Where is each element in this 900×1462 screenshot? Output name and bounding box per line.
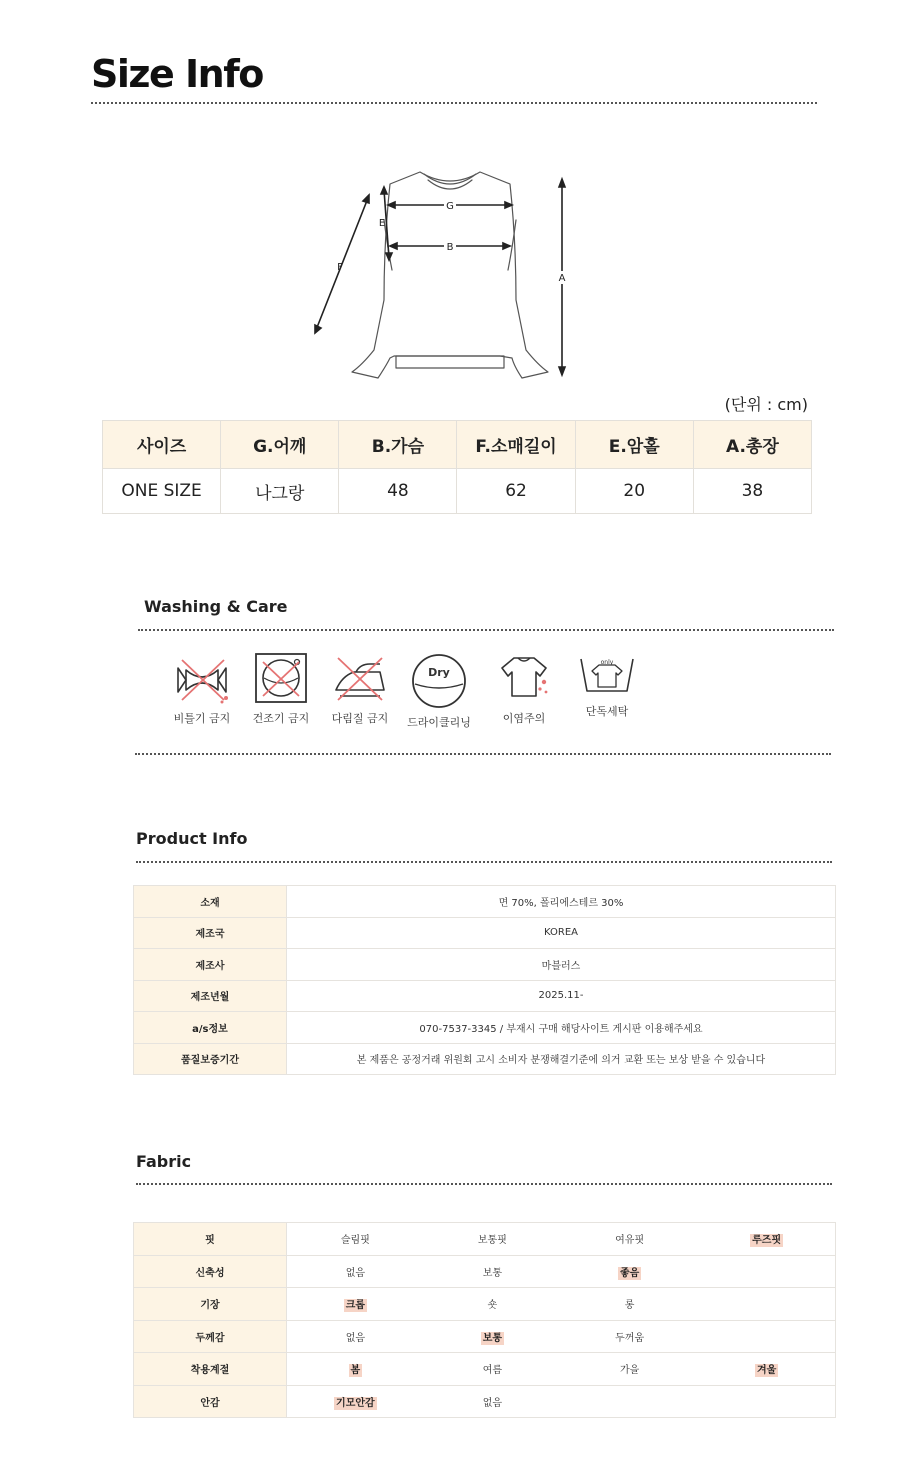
fabric-option: 두꺼움	[615, 1332, 645, 1344]
info-value: 마블러스	[287, 949, 836, 981]
fabric-key: 안감	[134, 1385, 287, 1418]
header-chest: B.가슴	[339, 421, 457, 469]
table-row	[134, 917, 836, 949]
table-row	[134, 1385, 836, 1418]
label-e: E	[378, 218, 386, 229]
product-info-divider	[136, 861, 832, 863]
size-table-row	[103, 469, 812, 514]
cell-shoulder: 나그랑	[221, 469, 339, 514]
fabric-table	[133, 1222, 836, 1418]
size-table	[102, 420, 812, 514]
care-label: 건조기 금지	[252, 712, 310, 725]
fabric-title: Fabric	[136, 1152, 192, 1171]
care-item-no-iron	[320, 652, 400, 726]
care-item-no-tumble-dry	[241, 652, 321, 726]
fabric-option: 보통	[482, 1332, 503, 1344]
table-row	[134, 1255, 836, 1288]
product-info-table	[133, 885, 836, 1075]
fabric-option: 겨울	[756, 1365, 777, 1377]
washing-divider-top	[138, 629, 834, 631]
fabric-option: 없음	[345, 1267, 366, 1279]
info-value: 면 70%, 폴리에스테르 30%	[287, 886, 836, 918]
unit-label: (단위 : cm)	[724, 395, 808, 414]
page-title: Size Info	[91, 52, 263, 96]
care-item-dry-clean	[399, 652, 479, 730]
table-row	[134, 1012, 836, 1044]
cell-length: 38	[693, 469, 811, 514]
table-row	[134, 949, 836, 981]
info-key: 소재	[134, 886, 287, 918]
washing-divider-bottom	[135, 753, 831, 755]
table-row	[134, 886, 836, 918]
wash-separately-icon	[577, 655, 637, 697]
fabric-option: 보통핏	[477, 1235, 507, 1247]
size-table-header-row	[103, 421, 812, 469]
fabric-option: 봄	[350, 1365, 361, 1377]
cell-sleeve: 62	[457, 469, 575, 514]
table-row	[134, 1223, 836, 1256]
fabric-divider	[136, 1183, 832, 1185]
cell-size: ONE SIZE	[103, 469, 221, 514]
info-key: 품질보증기간	[134, 1043, 287, 1075]
no-wring-icon	[172, 652, 232, 704]
fabric-option: 여유핏	[615, 1235, 645, 1247]
dry-clean-icon-text: Dry	[428, 666, 450, 679]
fabric-key: 신축성	[134, 1255, 287, 1288]
fabric-option: 좋음	[619, 1267, 640, 1279]
table-row	[134, 1288, 836, 1321]
fabric-option: 기모안감	[336, 1397, 375, 1409]
table-row	[134, 1320, 836, 1353]
label-f: F	[337, 262, 343, 273]
care-label: 단독세탁	[585, 705, 629, 718]
fabric-key: 핏	[134, 1223, 287, 1256]
care-item-wash-separately	[567, 655, 647, 719]
info-value: 070-7537-3345 / 부재시 구매 해당사이트 게시판 이용해주세요	[287, 1012, 836, 1044]
fabric-key: 두께감	[134, 1320, 287, 1353]
table-row	[134, 1043, 836, 1075]
label-b: B	[446, 242, 454, 253]
info-key: 제조년월	[134, 980, 287, 1012]
table-row	[134, 980, 836, 1012]
fabric-option: 없음	[482, 1397, 503, 1409]
info-key: 제조사	[134, 949, 287, 981]
fabric-option: 보통	[482, 1267, 503, 1279]
care-label: 드라이클리닝	[407, 716, 471, 729]
fabric-option: 롱	[624, 1300, 635, 1312]
color-bleed-icon	[494, 652, 554, 704]
info-key: a/s정보	[134, 1012, 287, 1044]
header-shoulder: G.어깨	[221, 421, 339, 469]
care-label: 다림질 금지	[331, 712, 389, 725]
fabric-key: 기장	[134, 1288, 287, 1321]
care-label: 이염주의	[502, 712, 546, 725]
fabric-key: 착용계절	[134, 1353, 287, 1386]
label-a: A	[558, 273, 566, 284]
wash-icon-text: only	[600, 659, 614, 666]
info-value: KOREA	[287, 917, 836, 949]
header-sleeve: F.소매길이	[457, 421, 575, 469]
header-size: 사이즈	[103, 421, 221, 469]
cell-chest: 48	[339, 469, 457, 514]
no-tumble-dry-icon	[251, 652, 311, 704]
fabric-option: 가을	[619, 1365, 640, 1377]
fabric-option: 루즈핏	[752, 1235, 782, 1247]
fabric-option: 크롭	[345, 1300, 366, 1312]
washing-title: Washing & Care	[144, 597, 288, 616]
info-value: 본 제품은 공정거래 위원회 고시 소비자 분쟁해결기준에 의거 교환 또는 보상 받을 수 있습니다	[287, 1043, 836, 1075]
sweatshirt-diagram	[300, 160, 600, 390]
fabric-option: 슬림핏	[340, 1235, 370, 1247]
fabric-option: 없음	[345, 1332, 366, 1344]
fabric-option: 여름	[482, 1365, 503, 1377]
table-row	[134, 1353, 836, 1386]
no-iron-icon	[330, 652, 390, 704]
care-item-no-wring	[162, 652, 242, 726]
care-label: 비틀기 금지	[173, 712, 231, 725]
label-g: G	[446, 201, 454, 212]
info-value: 2025.11-	[287, 980, 836, 1012]
product-info-title: Product Info	[136, 829, 248, 848]
cell-armhole: 20	[575, 469, 693, 514]
fabric-option: 숏	[487, 1300, 498, 1312]
title-divider	[91, 102, 817, 104]
dry-clean-icon	[409, 652, 469, 708]
header-length: A.총장	[693, 421, 811, 469]
care-item-color-bleed	[484, 652, 564, 726]
header-armhole: E.암홀	[575, 421, 693, 469]
info-key: 제조국	[134, 917, 287, 949]
